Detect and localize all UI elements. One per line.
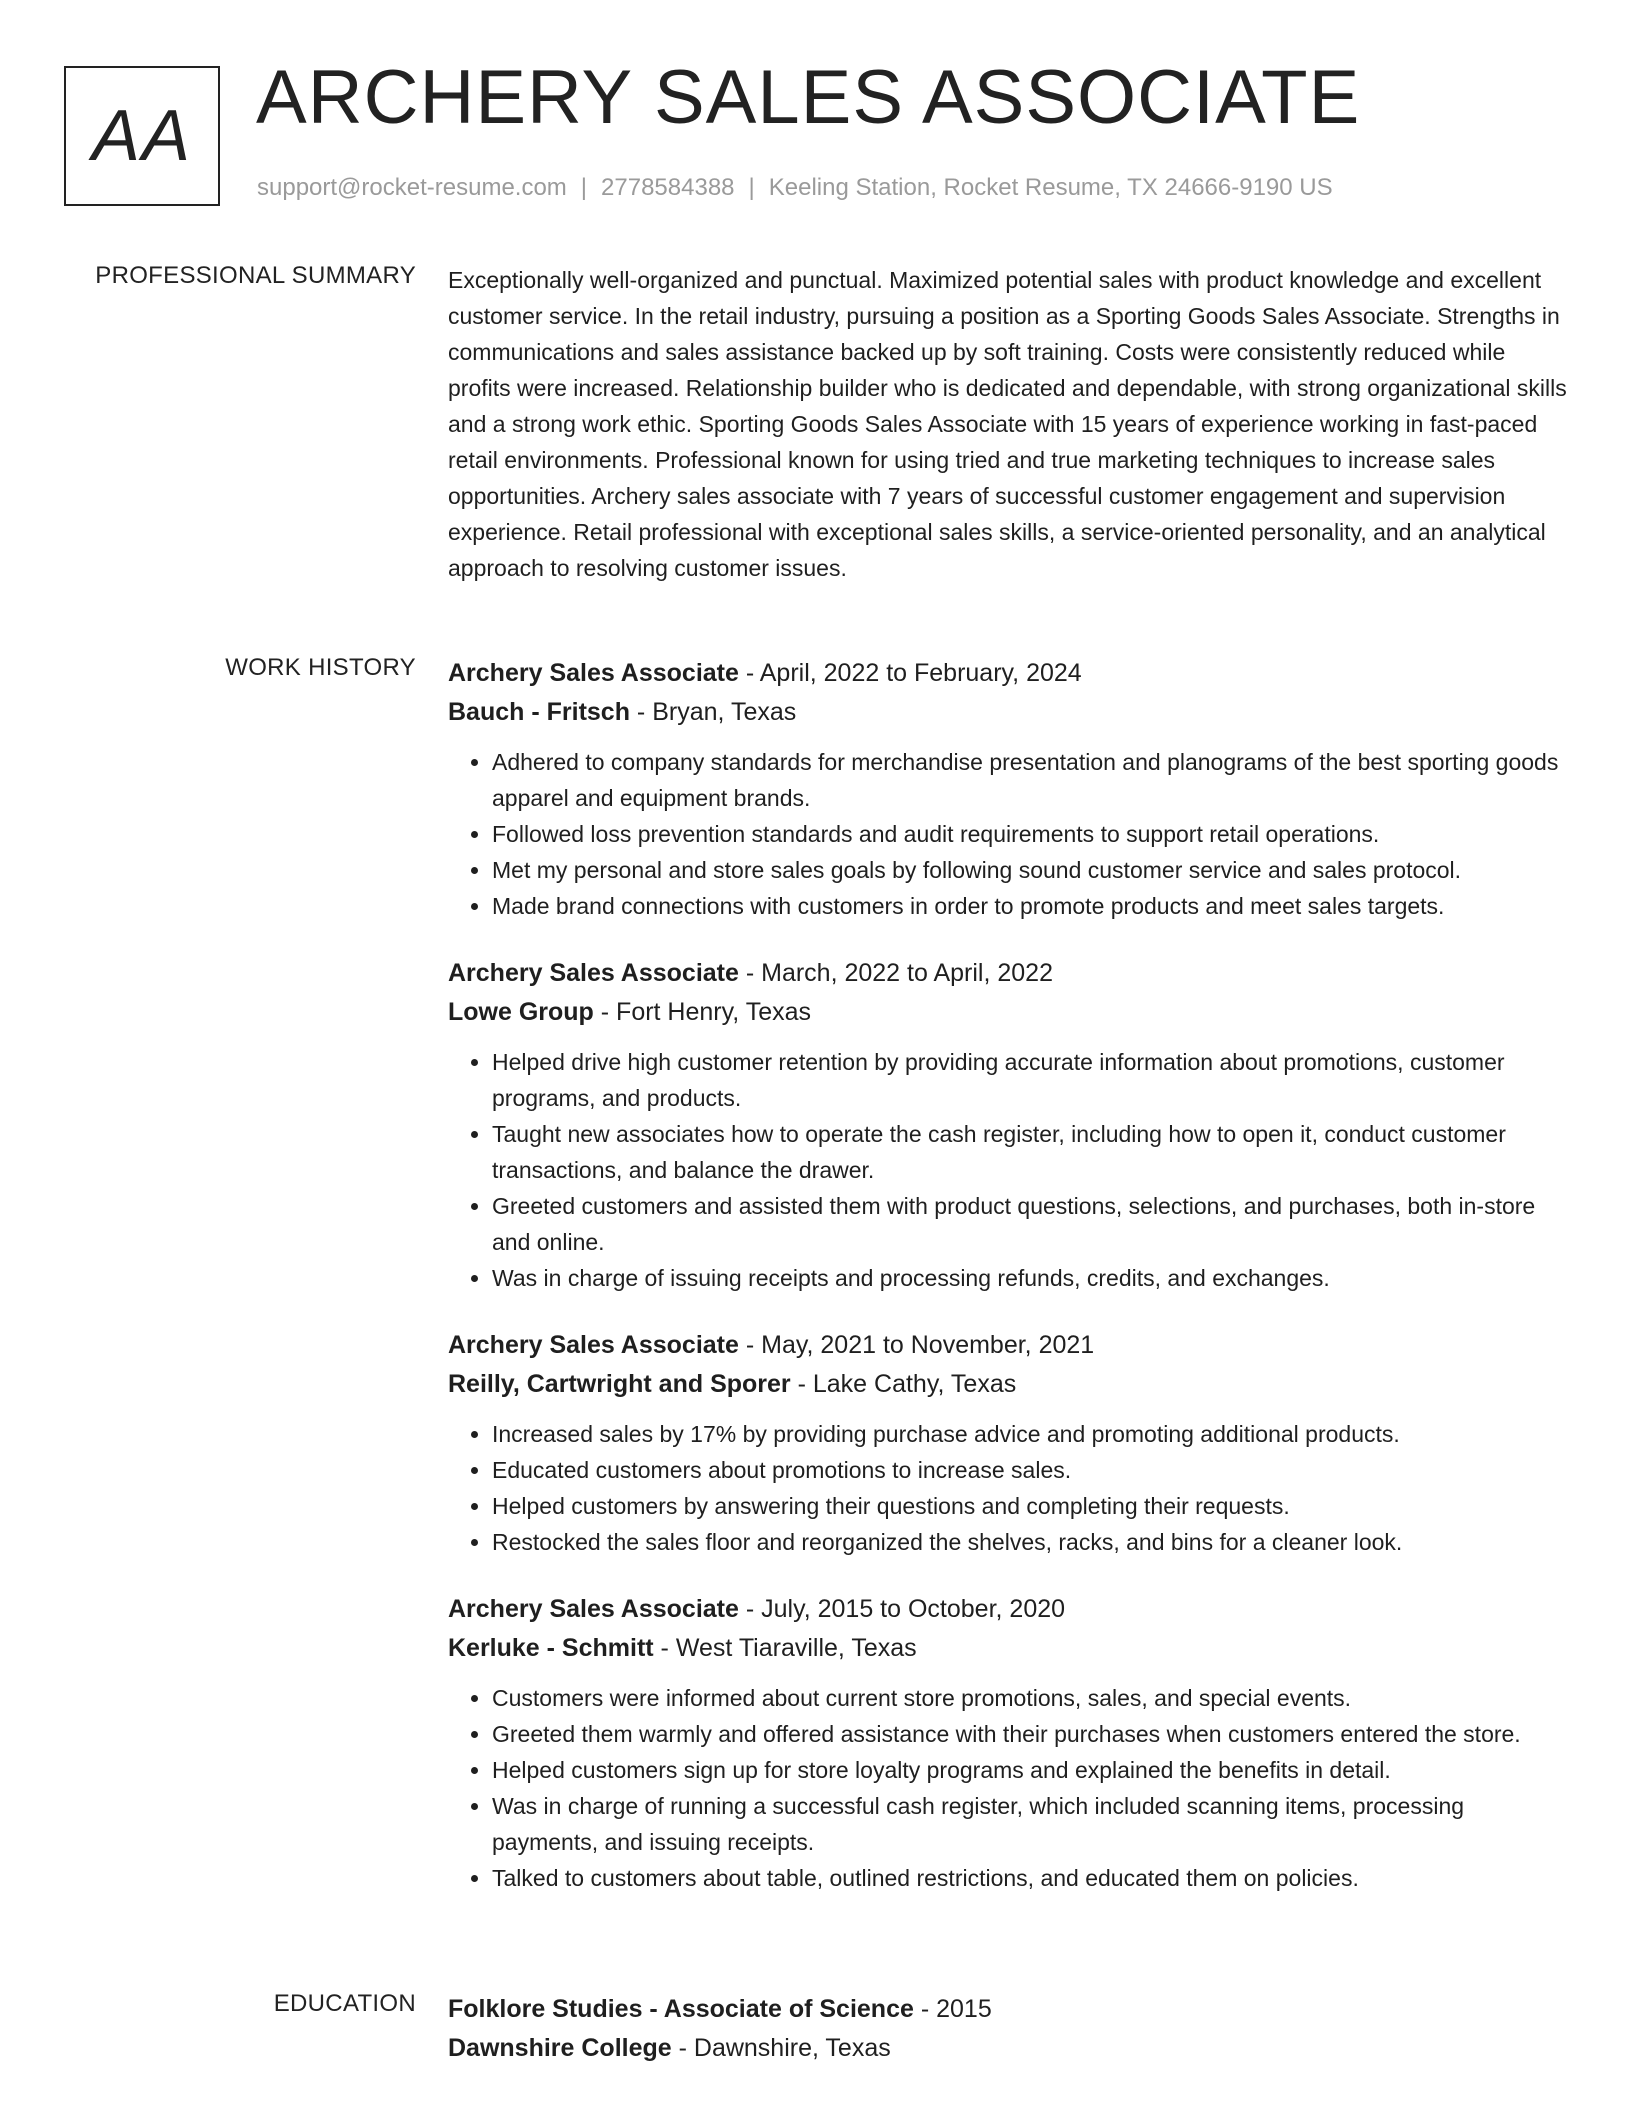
job-location: - Bryan, Texas: [629, 698, 797, 726]
job-title: Archery Sales Associate: [448, 1595, 739, 1623]
job-bullet: • Made brand connections with customers in order to promote products and meet sales targets.: [492, 888, 1568, 924]
job-company: Lowe Group: [448, 998, 594, 1026]
section-label-summary: PROFESSIONAL SUMMARY: [95, 262, 416, 289]
section-label-work-history: WORK HISTORY: [225, 654, 416, 681]
job-company: Reilly, Cartwright and Sporer: [448, 1370, 791, 1398]
job-title-line: [448, 1590, 1568, 1629]
job-bullet: • Customers were informed about current store promotions, sales, and special events.: [492, 1680, 1568, 1716]
education-degree: Folklore Studies - Associate of Science: [448, 1995, 914, 2023]
job-location: - Fort Henry, Texas: [593, 998, 812, 1026]
contact-separator: |: [580, 174, 588, 201]
contact-address: Keeling Station, Rocket Resume, TX 24666-9190 US: [768, 174, 1333, 201]
job-bullet: • Greeted customers and assisted them with product questions, selections, and purchases, both in-store and online.: [492, 1188, 1568, 1260]
job-entry: [448, 954, 1568, 1296]
section-label-education: EDUCATION: [273, 1990, 416, 2017]
job-title: Archery Sales Associate: [448, 659, 739, 687]
job-dates: - May, 2021 to November, 2021: [738, 1331, 1095, 1359]
contact-email: support@rocket-resume.com: [257, 174, 567, 201]
job-bullet: • Increased sales by 17% by providing purchase advice and promoting additional products.: [492, 1416, 1568, 1452]
job-bullet: • Was in charge of issuing receipts and processing refunds, credits, and exchanges.: [492, 1260, 1568, 1296]
education-year: - 2015: [913, 1995, 992, 2023]
job-dates: - April, 2022 to February, 2024: [738, 659, 1082, 687]
contact-line: [257, 174, 1333, 202]
job-title: Archery Sales Associate: [448, 1331, 739, 1359]
resume-title: ARCHERY SALES ASSOCIATE: [256, 55, 1361, 140]
job-bullet: • Was in charge of running a successful cash register, which included scanning items, processing payments, and issuing receipts.: [492, 1788, 1568, 1860]
contact-phone: 2778584388: [601, 174, 735, 201]
job-bullet: • Educated customers about promotions to increase sales.: [492, 1452, 1568, 1488]
job-entry: [448, 1326, 1568, 1560]
job-bullet: • Helped drive high customer retention by providing accurate information about promotions, customer programs, and products.: [492, 1044, 1568, 1116]
job-company-line: [448, 1365, 1568, 1404]
monogram-initials: AA: [91, 96, 193, 176]
job-bullet-list: [448, 1416, 1568, 1560]
education-entry: [448, 1990, 1568, 2068]
job-bullet: • Followed loss prevention standards and audit requirements to support retail operations.: [492, 816, 1568, 852]
job-title-line: [448, 654, 1568, 693]
job-company: Kerluke - Schmitt: [448, 1634, 654, 1662]
job-location: - West Tiaraville, Texas: [653, 1634, 917, 1662]
job-bullet: • Talked to customers about table, outlined restrictions, and educated them on policies.: [492, 1860, 1568, 1896]
education-school-line: [448, 2029, 1568, 2068]
monogram-logo: [64, 66, 220, 206]
education-location: - Dawnshire, Texas: [671, 2034, 891, 2062]
job-entry: [448, 1590, 1568, 1896]
education-body: [448, 1990, 1568, 2092]
job-bullet: • Helped customers sign up for store loyalty programs and explained the benefits in detail.: [492, 1752, 1568, 1788]
job-bullet: • Restocked the sales floor and reorganized the shelves, racks, and bins for a cleaner look.: [492, 1524, 1568, 1560]
job-company: Bauch - Fritsch: [448, 698, 630, 726]
job-company-line: [448, 1629, 1568, 1668]
job-title-line: [448, 1326, 1568, 1365]
job-dates: - March, 2022 to April, 2022: [738, 959, 1053, 987]
job-bullet: • Met my personal and store sales goals by following sound customer service and sales protocol.: [492, 852, 1568, 888]
job-location: - Lake Cathy, Texas: [790, 1370, 1017, 1398]
education-degree-line: [448, 1990, 1568, 2029]
job-company-line: [448, 993, 1568, 1032]
work-history-body: [448, 654, 1568, 1926]
summary-body: [448, 262, 1568, 586]
job-bullet: • Taught new associates how to operate the cash register, including how to open it, conduct customer transactions, and balance the drawer.: [492, 1116, 1568, 1188]
job-bullet: • Greeted them warmly and offered assistance with their purchases when customers entered the store.: [492, 1716, 1568, 1752]
summary-text: Exceptionally well-organized and punctual. Maximized potential sales with product knowledge and excellent customer service. In the retail industry, pursuing a position as a Sporting Goods Sales Associate. Strengths in communications and sales assistance backed up by soft training. Costs were consistently reduced while profits were increased. Relationship builder who is dedicated and dependable, with strong organizational skills and a strong work ethic. Sporting Goods Sales Associate with 15 years of experience working in fast-paced retail environments. Professional known for using tried and true marketing techniques to increase sales opportunities. Archery sales associate with 7 years of successful customer engagement and supervision experience. Retail professional with exceptional sales skills, a service-oriented personality, and an analytical approach to resolving customer issues.: [448, 267, 1567, 581]
job-bullet-list: [448, 1044, 1568, 1296]
job-bullet-list: [448, 744, 1568, 924]
contact-separator: |: [748, 174, 755, 201]
job-bullet: • Adhered to company standards for merchandise presentation and planograms of the best sporting goods apparel and equipment brands.: [492, 744, 1568, 816]
job-dates: - July, 2015 to October, 2020: [738, 1595, 1066, 1623]
job-bullet: • Helped customers by answering their questions and completing their requests.: [492, 1488, 1568, 1524]
job-title-line: [448, 954, 1568, 993]
job-bullet-list: [448, 1680, 1568, 1896]
job-company-line: [448, 693, 1568, 732]
job-title: Archery Sales Associate: [448, 959, 739, 987]
job-entry: [448, 654, 1568, 924]
education-school: Dawnshire College: [448, 2034, 672, 2062]
